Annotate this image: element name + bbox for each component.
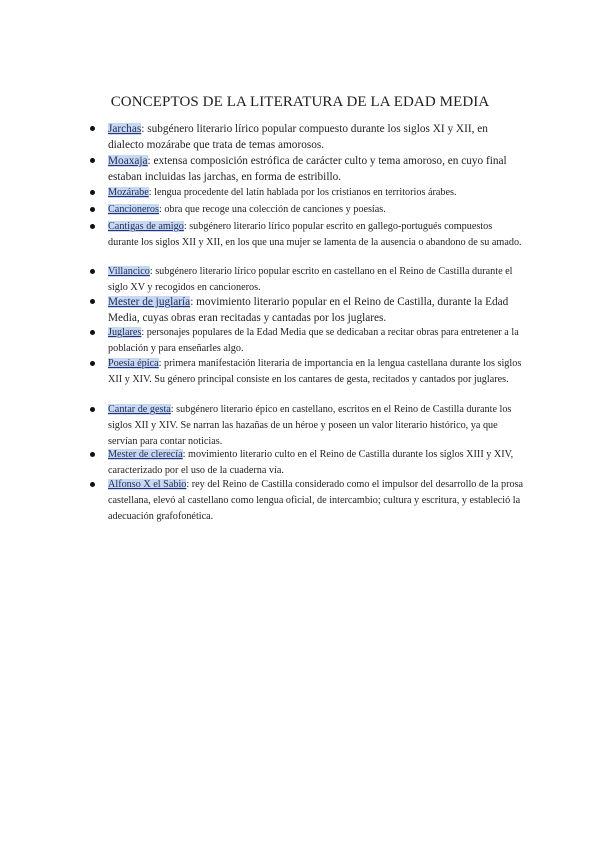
term-link[interactable]: Cantar de gesta (108, 404, 171, 415)
definition-text: : extensa composición estrófica de carácter culto y tema amoroso, en cuyo final estaban incluidas las jarchas, en forma de estribillo. (108, 155, 507, 183)
bullet-icon (90, 224, 95, 229)
term-link[interactable]: Cantigas de amigo (108, 221, 184, 232)
bullet-icon (90, 269, 95, 274)
bullet-icon (90, 330, 95, 335)
definition-text: : obra que recoge una colección de canciones y poesías. (158, 204, 386, 215)
definition-text: : movimiento literario culto en el Reino de Castilla durante los siglos XIII y XIV, caracterizado por el uso de la cuaderna vía. (108, 449, 514, 476)
definition-text: : subgénero literario lírico popular escrito en castellano en el Reino de Castilla durante el siglo XV y recogidos en cancioneros. (108, 266, 513, 293)
bullet-icon (90, 126, 95, 131)
term-link[interactable]: Moaxaja (108, 155, 148, 167)
definition-text: : subgénero literario épico en castellano, escritos en el Reino de Castilla durante los siglos XII y XIV. Se narran las hazañas de un héroe y poseen un valor literario histórico, ya que servían para contar noticias. (108, 404, 512, 447)
bullet-icon (90, 361, 95, 366)
term-link[interactable]: Jarchas (108, 123, 142, 135)
term-link[interactable]: Poesía épica (108, 358, 159, 369)
bullet-icon (90, 158, 95, 163)
term-link[interactable]: Mester de clerecía (108, 449, 183, 460)
definition-text: : lengua procedente del latín hablada por los cristianos en territorios árabes. (148, 187, 457, 198)
term-link[interactable]: Cancioneros (108, 204, 159, 215)
bullet-icon (90, 407, 95, 412)
definition-text: : primera manifestación literaria de importancia en la lengua castellana durante los siglos XII y XIV. Su género principal consiste en los cantares de gesta, recitados y cantados por juglares. (108, 358, 522, 385)
definition-text: : subgénero literario lírico popular compuesto durante los siglos XI y XII, en dialecto mozárabe que trata de temas amorosos. (108, 123, 488, 151)
page-title: CONCEPTOS DE LA LITERATURA DE LA EDAD MEDIA (110, 94, 490, 110)
bullet-icon (90, 299, 95, 304)
term-link[interactable]: Mozárabe (108, 187, 149, 198)
definition-text: : movimiento literario popular en el Reino de Castilla, durante la Edad Media, cuyas obras eran recitadas y cantadas por los juglares. (108, 296, 509, 324)
term-link[interactable]: Villancico (108, 266, 150, 277)
bullet-icon (90, 190, 95, 195)
bullet-icon (90, 452, 95, 457)
term-link[interactable]: Mester de juglaría (108, 296, 191, 308)
term-link[interactable]: Alfonso X el Sabio (108, 479, 187, 490)
definition-text: : rey del Reino de Castilla considerado como el impulsor del desarrollo de la prosa castellana, elevó al castellano como lengua oficial, de intercambio; cultura y escritura, y estableció la adecuación grafofonética. (108, 479, 524, 522)
definition-text: : personajes populares de la Edad Media que se dedicaban a recitar obras para entretener a la población y para enseñarles algo. (108, 327, 519, 354)
definition-text: : subgénero literario lírico popular escrito en gallego-portugués compuestos durante los siglos XII y XII, en los que una mujer se lamenta de la ausencia o abandono de su amado. (108, 221, 522, 248)
term-link[interactable]: Juglares (108, 327, 142, 338)
bullet-icon (90, 482, 95, 487)
bullet-icon (90, 207, 95, 212)
